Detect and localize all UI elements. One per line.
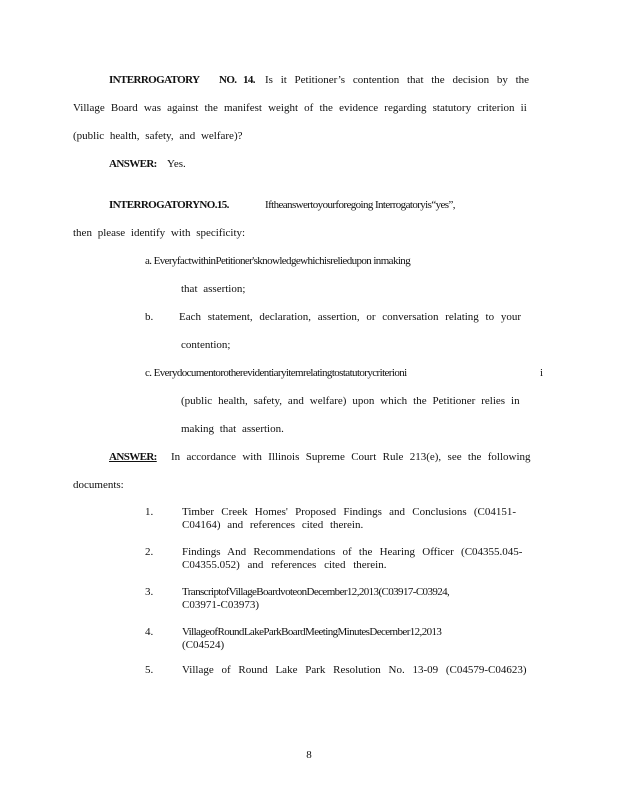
document-4-number: 4.: [145, 626, 154, 638]
document-3-line1: TranscriptofVillageBoardvoteonDecember12,2013(C03917-C03924,: [182, 586, 450, 598]
item-b-letter: b.: [145, 311, 154, 323]
item-c-line2: (public health, safety, and welfare) upon which the Petitioner relies in: [181, 395, 520, 407]
interrogatory-15-answer-line1: In accordance with Illinois Supreme Court Rule 213(e), see the following: [171, 451, 531, 463]
document-4-line2: (C04524): [182, 639, 225, 651]
interrogatory-14-label: INTERROGATORY: [109, 74, 200, 86]
document-2-line2: C04355.052) and references cited therein.: [182, 559, 387, 571]
document-3-number: 3.: [145, 586, 154, 598]
interrogatory-14-text-line2: Village Board was against the manifest weight of the evidence regarding statutory criterion ii: [73, 102, 527, 114]
document-1-number: 1.: [145, 506, 154, 518]
document-2-number: 2.: [145, 546, 154, 558]
item-b-line1: Each statement, declaration, assertion, or conversation relating to your: [179, 311, 522, 323]
item-b-line2: contention;: [181, 339, 231, 351]
item-a-line1: a. EveryfactwithinPetitioner'sknowledgewhichisreliedupon inmaking: [145, 255, 411, 267]
interrogatory-14-number: 14.: [243, 74, 255, 86]
interrogatory-14-no: NO.: [219, 74, 237, 86]
interrogatory-14-text-line3: (public health, safety, and welfare)?: [73, 130, 243, 142]
document-5-number: 5.: [145, 664, 154, 676]
document-1-line1: Timber Creek Homes' Proposed Findings and Conclusions (C04151-: [182, 506, 517, 518]
interrogatory-15-answer-label: ANSWER:: [109, 451, 157, 463]
interrogatory-15-text-line1: Iftheanswertoyourforegoing Interrogatoryis“yes”,: [265, 199, 455, 211]
interrogatory-14-answer-text: Yes.: [167, 158, 186, 170]
interrogatory-15-text-line2: then please identify with specificity:: [73, 227, 246, 239]
item-a-line2: that assertion;: [181, 283, 246, 295]
item-c-trailing: i: [540, 367, 544, 379]
page-number: 8: [306, 749, 312, 761]
document-4-line1: VillageofRoundLakeParkBoardMeetingMinutesDecember12,2013: [182, 626, 442, 638]
document-1-line2: C04164) and references cited therein.: [182, 519, 364, 531]
item-c-line3: making that assertion.: [181, 423, 284, 435]
document-2-line1: Findings And Recommendations of the Hearing Officer (C04355.045-: [182, 546, 523, 558]
interrogatory-14-text-line1: Is it Petitioner’s contention that the decision by the: [265, 74, 530, 86]
interrogatory-15-label: INTERROGATORYNO.15.: [109, 199, 229, 211]
document-3-line2: C03971-C03973): [182, 599, 259, 611]
document-5-line1: Village of Round Lake Park Resolution No. 13-09 (C04579-C04623): [182, 664, 527, 676]
interrogatory-15-answer-line2: documents:: [73, 479, 124, 491]
interrogatory-14-answer-label: ANSWER:: [109, 158, 157, 170]
item-c-line1: c. Everydocumentorotherevidentiaryitemrelatingtostatutorycriterioni: [145, 367, 407, 379]
